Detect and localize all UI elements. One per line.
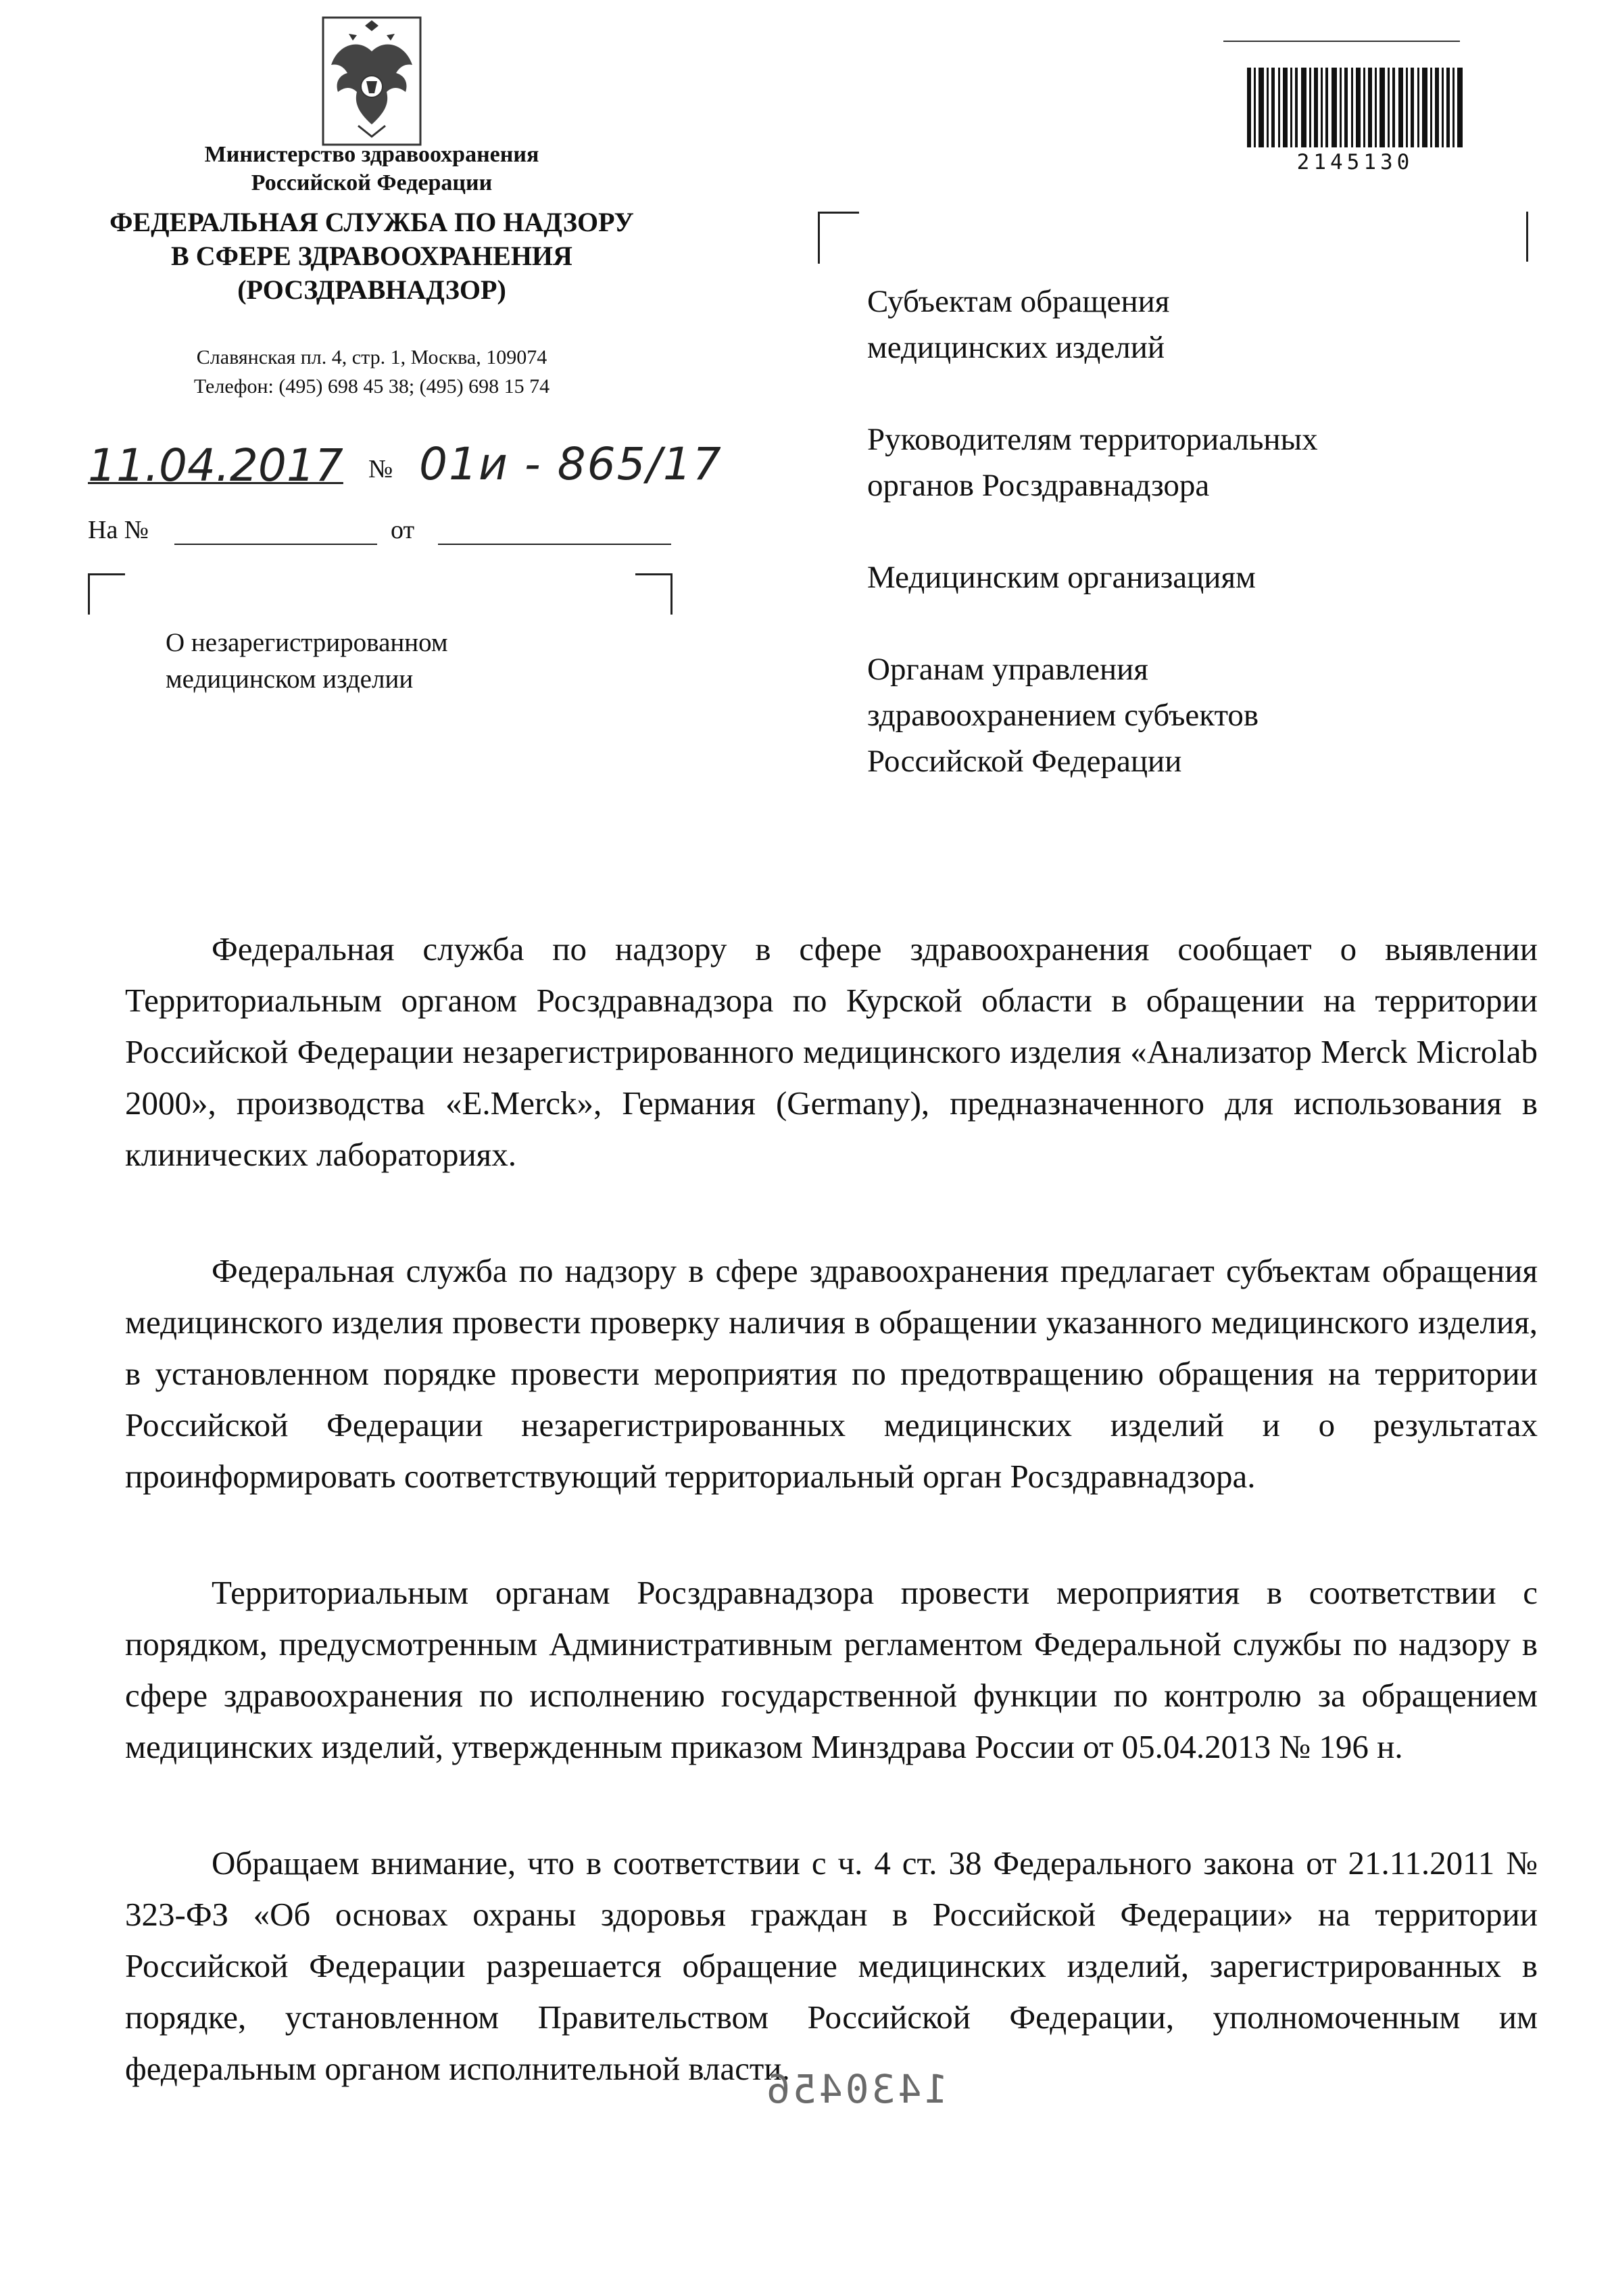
registration-date: 11.04.2017 (88, 439, 343, 492)
barcode-number: 2145130 (1296, 150, 1414, 174)
service-abbrev: (РОСЗДРАВНАДЗОР) (237, 274, 506, 305)
barcode-icon (1247, 68, 1465, 147)
ministry-name: Министерство здравоохранения (204, 142, 539, 167)
body-paragraph-2: Федеральная служба по надзору в сфере здравоохранения предлагает субъектам обращения медицинского изделия провести проверку наличия в обращении указанного медицинского изделия, в установленном порядке провести мероприятия по предотвращению обращения на территории Российской Федерации незарегистрированных медицинских изделий и о результатах проинформировать соответствующий территориальный орган Росздравнадзора. (125, 1252, 1538, 1495)
addressee-4 (867, 646, 1259, 784)
number-sign: № (368, 455, 393, 483)
body-paragraph-3: Территориальным органам Росздравнадзора провести мероприятия в соответствии с порядком, предусмотренным Административным регламентом Федеральной службы по надзору в сфере здравоохранения по исполнению государственной функции по контролю за обращением медицинских изделий, утвержденным приказом Минздрава России от 05.04.2013 № 196 н. (125, 1574, 1538, 1765)
service-phone: Телефон: (495) 698 45 38; (495) 698 15 74 (193, 375, 550, 398)
reference-date-line (438, 544, 671, 545)
registration-number: 01и - 865/17 (419, 438, 723, 490)
subject-line2: медицинском изделии (166, 665, 414, 694)
body-paragraph-4: Обращаем внимание, что в соответствии с ч. 4 ст. 38 Федерального закона от 21.11.2011 № 323-ФЗ «Об основах охраны здоровья граждан в Российской Федерации» на территории Российской Федерации разрешается обращение медицинских изделий, зарегистрированных в порядке, установленном Правительством Российской Федерации, уполномоченным им федеральным органом исполнительной власти. (125, 1844, 1538, 2087)
subject-corner-left (88, 573, 125, 615)
addressee-corner-left (818, 212, 859, 264)
addressee-corner-right (1526, 212, 1528, 262)
addressee-2-line1: Руководителям территориальных (867, 422, 1318, 457)
subject-corner-right (635, 573, 673, 615)
reference-number-label: На № (88, 516, 149, 544)
barcode-top-line (1223, 41, 1460, 42)
service-name-line1: ФЕДЕРАЛЬНАЯ СЛУЖБА ПО НАДЗОРУ (109, 207, 634, 237)
bleed-through-stamp: 1430456 (764, 2066, 948, 2112)
subject-line1: О незарегистрированном (166, 628, 448, 657)
addressee-1-line2: медицинских изделий (867, 330, 1165, 365)
ministry-country: Российской Федерации (251, 170, 493, 195)
reference-from-label: от (391, 516, 415, 544)
body-paragraph-1: Федеральная служба по надзору в сфере здравоохранения сообщает о выявлении Территориальным органом Росздравнадзора по Курской области в обращении на территории Российской Федерации незарегистрированного медицинского изделия «Анализатор Merck Microlab 2000», производства «E.Merck», Германия (Germany), предназначенного для использования в клинических лабораториях. (125, 930, 1538, 1173)
reference-number-line (174, 544, 377, 545)
addressee-2 (867, 416, 1318, 508)
addressee-2-line2: органов Росздравнадзора (867, 468, 1210, 503)
service-address: Славянская пл. 4, стр. 1, Москва, 109074 (196, 346, 547, 368)
state-emblem-icon (318, 11, 426, 149)
addressee-1 (867, 279, 1169, 370)
addressee-3-line1: Медицинским организациям (867, 560, 1256, 595)
addressee-4-line2: здравоохранением субъектов (867, 698, 1259, 733)
addressee-4-line1: Органам управления (867, 652, 1148, 687)
service-name-line2: В СФЕРЕ ЗДРАВООХРАНЕНИЯ (171, 241, 572, 271)
addressee-1-line1: Субъектам обращения (867, 284, 1170, 319)
addressee-4-line3: Российской Федерации (867, 744, 1182, 779)
addressee-3 (867, 554, 1256, 600)
